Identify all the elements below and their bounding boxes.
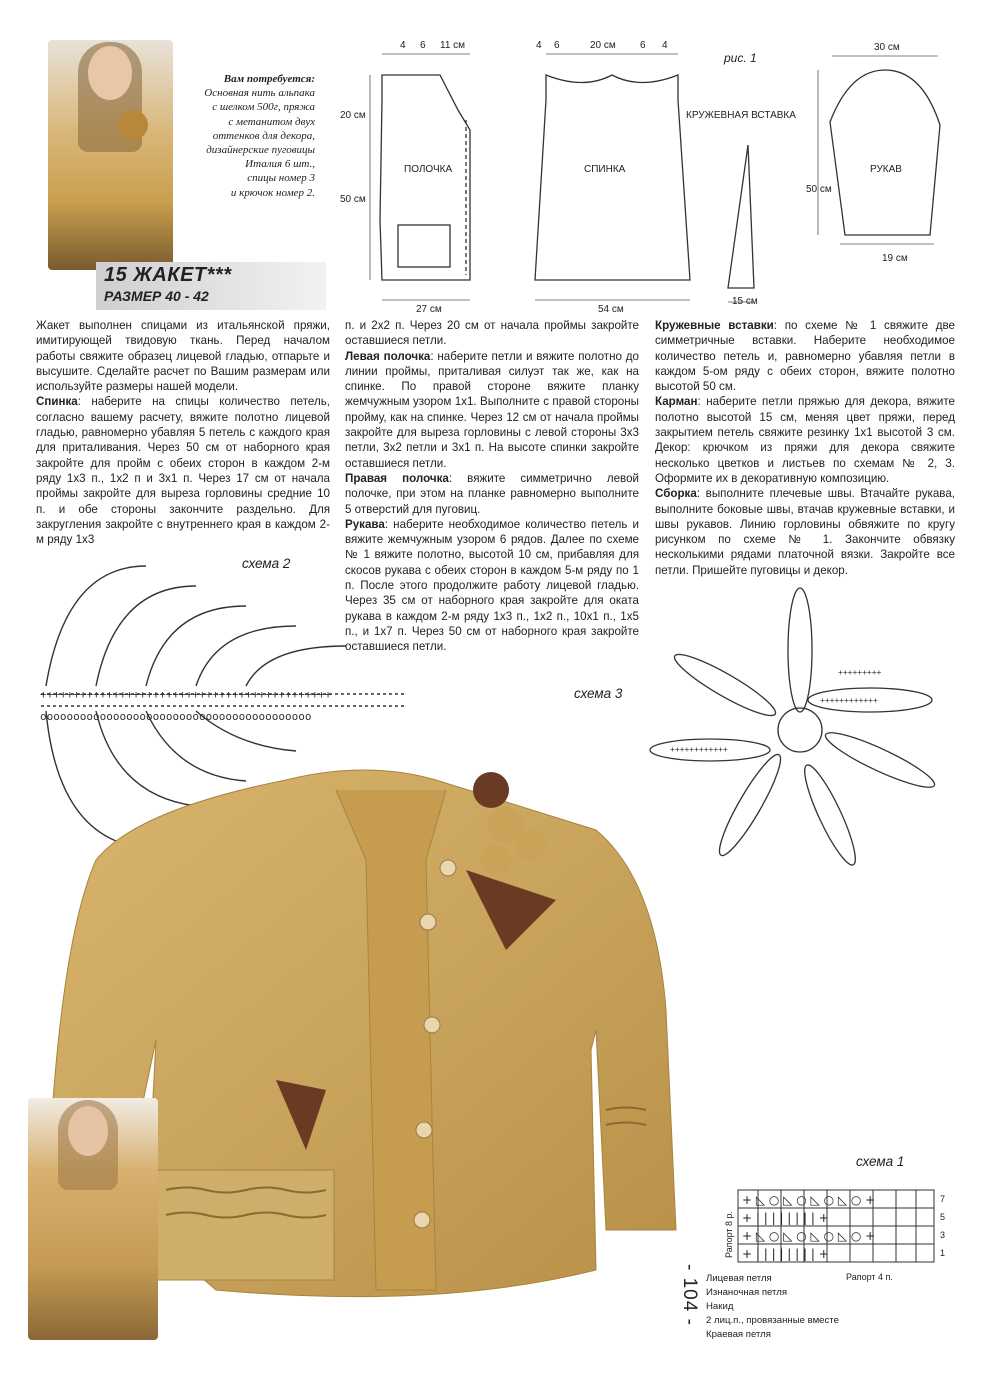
front-side-top: 20 см [340,110,366,121]
rapport-rows: Рапорт 8 р. [724,1210,734,1258]
materials-line: оттенков для декора, [212,129,315,142]
row-label-5: 5 [940,1212,946,1222]
page-number: - 104 - [679,1264,700,1326]
svg-text:++++++++++++: ++++++++++++ [670,745,728,754]
back-dim-5: 4 [662,40,668,51]
model-photo [48,40,173,270]
front-side-bottom: 50 см [340,194,366,205]
svg-text:++++++++++++++++++++++++++++++: ++++++++++++++++++++++++++++++++++++++++++++ [40,688,332,701]
svg-text:oooooooooooooooooooooooooooooo: ooooooooooooooooooooooooooooooooooooooooo [40,710,312,723]
insert-bottom: 15 см [732,296,758,307]
front-dim-3: 11 см [440,40,466,51]
text-column-2: п. и 2х2 п. Через 20 см от начала проймы закройте оставшиеся петли. Левая полочка: наберите петли и вяжите полотно до линии проймы, приталивая силуэт так же, как на спинке. По правой стороне вяжите планку жемчужным узором 1х1. Выполните с правой стороны пройму, как на спинке. Через 12 см от начала проймы закройте для выреза горловины с левой стороны 3х3 петли, 3х2 петли и 3х1 п. На высоте спинки закройте оставшиеся петли. Правая полочка: вяжите симметрично левой полочке, при этом на планке равномерно выполните 5 отверстий для пуговиц. Рукава: наберите необходимое количество петель и вяжите жемчужным узором 6 рядов. Далее по схеме № 1 вяжите полотно, высотой 10 см, прибавляя для скосов рукава с обеих сторон в каждом 5-м ряду по 1 п. После этого продолжите работу лицевой гладью. Через 35 см от наборного края закройте для оката рукава в каждом 2-м ряду 1х3 п., 1х2 п., 10х1 п., 1х5 п., и 1х7 п. Через 50 см от наборного края закройте оставшиеся петли. [345,319,639,654]
scheme-1-chart [708,1186,958,1284]
sleeve-label: РУКАВ [870,164,902,175]
materials-line: и крючок номер 2. [230,186,315,199]
row-label-7: 7 [940,1194,946,1204]
row-label-3: 3 [940,1230,946,1240]
sleeve-top: 30 см [874,42,900,53]
model-photo-small [28,1098,158,1340]
text-column-3: Кружевные вставки: по схеме № 1 свяжите две симметричные вставки. Наберите необходимое количество петель и, равномерно убавляя петли в каждом 5-ом ряду с обеих сторон, вяжите полотно высотой 50 см. Карман: наберите петли пряжью для декора, вяжите полотно высотой 15 см, меняя цвет пряжи, перед закрытием петель свяжите резинку 1х1 высотой 3 см. Декор: крючком из пряжи для декора свяжите несколько цветков и листьев по схемам № 2, 3. Оформите их в декоративную композицию. Сборка: выполните плечевые швы. Втачайте рукава, выполните боковые швы, втачав кружевные вставки, и швы рукавов. Линию горловины обвяжите по кругу рисунком по схеме № 1. Закончите обвязку несколькими рядами платочной вязки. Закройте все петли. Пришейте пуговицы и декор. [655,319,955,577]
svg-text:+ | | | | | | | | +: + | | | | | | | | + [742,1247,829,1261]
pocket [398,225,450,267]
back-dim-4: 6 [640,40,646,51]
materials-line: с метанитом двух [228,115,315,128]
materials-heading: Вам потребуется: [223,73,315,85]
svg-text:+++++++++: +++++++++ [838,668,882,677]
article-title: 15 ЖАКЕТ*** [104,264,232,286]
text-column-1: Жакет выполнен спицами из итальянской пряжи, имитирующей твидовую ткань. Перед началом работы свяжите образец лицевой гладью, отпарьте и высушите. Сделайте расчет по Вашим размерам или используйте размеры нашей модели. Спинка: наберите на спицы количество петель, согласно вашему расчету, вяжите полотно лицевой гладью, равномерно убавляя 5 петель с каждого края для приталивания. Через 50 см от наборного края закройте для пройм с обеих сторон в каждом 2-м ряду 1х3 п., 1х2 п и 3х1 п. Через 17 см от начала проймы закройте для выреза горловины средние 10 п. и обе стороны закончите раздельно. Для закругления закройте с внутреннего края в каждом 2-м ряду 1х3 [36,319,330,547]
front-label: ПОЛОЧКА [404,164,453,175]
legend-item: Изнаночная петля [706,1287,788,1298]
size-label: РАЗМЕР 40 - 42 [104,288,209,304]
back-dim-1: 4 [536,40,542,51]
svg-text:+ ◺ ○ ◺ ○ ◺ ○ ◺ ○ +: + ◺ ○ ◺ ○ ◺ ○ ◺ ○ + [742,1193,876,1207]
materials-line: Италия 6 шт., [245,158,315,171]
legend-item: Накид [706,1301,734,1312]
front-piece [380,75,470,280]
legend-item: 2 лиц.п., провязанные вместе [706,1315,839,1326]
legend [706,1272,839,1342]
legend-item: Краевая петля [706,1329,771,1340]
materials-line: с шелком 500г, пряжа [212,101,315,114]
insert-label: КРУЖЕВНАЯ ВСТАВКА [686,110,796,121]
svg-text:+ ◺ ○ ◺ ○ ◺ ○ ◺ ○ +: + ◺ ○ ◺ ○ ◺ ○ ◺ ○ + [742,1229,876,1243]
front-bottom: 27 см [416,304,442,315]
materials-list [170,72,315,200]
svg-text:++++++++++++: ++++++++++++ [820,696,878,705]
scheme-2-label: схема 2 [242,556,291,571]
back-piece [535,75,690,280]
materials-line: Основная нить альпака [204,87,315,100]
back-bottom: 54 см [598,304,624,315]
scheme-3-label: схема 3 [574,686,623,701]
svg-text:+ | | | | | | | | +: + | | | | | | | | + [742,1211,829,1225]
figure-label: рис. 1 [724,51,757,65]
legend-item: Лицевая петля [706,1273,772,1284]
row-label-1: 1 [940,1248,946,1258]
pattern-figure [340,30,980,315]
rapport-stitches: Рапорт 4 п. [846,1272,893,1282]
front-dim-2: 6 [420,40,426,51]
scheme-1-label: схема 1 [856,1154,905,1169]
back-label: СПИНКА [584,164,626,175]
back-dim-3: 20 см [590,40,616,51]
insert-piece [728,145,754,288]
sleeve-side: 50 см [806,184,832,195]
back-dim-2: 6 [554,40,560,51]
front-dim-1: 4 [400,40,406,51]
sleeve-piece [830,70,940,235]
sleeve-bottom: 19 см [882,253,908,264]
materials-line: спицы номер 3 [247,172,315,185]
materials-line: дизайнерские пуговицы [206,144,315,157]
